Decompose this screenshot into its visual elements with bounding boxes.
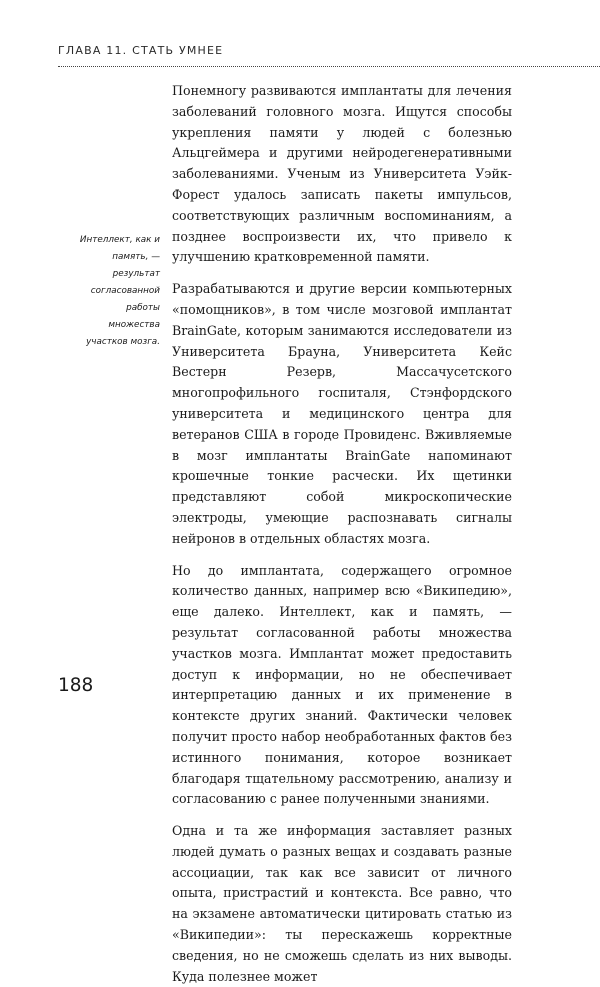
page-number: 188 xyxy=(58,675,94,696)
margin-note: Интеллект, как и память, — результат согласованной работы множества участков мозга. xyxy=(79,235,160,347)
paragraph-2: Разрабатываются и другие версии компьютерных «помощников», в том числе мозговой имплантат BrainGate, которым занимаются исследователи из Университета Брауна, Университета Кейс Вестерн Резерв, Массачусетского многопрофильного госпиталя, Стэнфордского университета и медицинского центра для ветеранов США в городе Провиденс. Вживляемые в мозг имплантаты BrainGate напоминают крошечные тонкие расчески. Их щетинки представляют собой микроскопические электроды, умеющие распознавать сигналы нейронов в отдельных областях мозга. xyxy=(172,281,512,546)
header-dotted-rule xyxy=(58,66,600,67)
body-text xyxy=(172,81,512,987)
paragraph-1: Понемногу развиваются имплантаты для лечения заболеваний головного мозга. Ищутся способы укрепления памяти у людей с болезнью Альцгеймера и другими нейродегенеративными заболеваниями. Ученым из Университета Уэйк-Форест удалось записать пакеты импульсов, соответствующих различным воспоминаниям, а позднее воспроизвести их, что привело к улучшению кратковременной памяти. xyxy=(172,83,512,265)
paragraph-3: Но до имплантата, содержащего огромное количество данных, например всю «Википедию», еще далеко. Интеллект, как и память, — результат согласованной работы множества участков мозга. Имплантат может предоставить доступ к информации, но не обеспечивает интерпретацию данных и их применение в контексте других знаний. Фактически человек получит просто набор необработанных фактов без истинного понимания, которое возникает благодаря тщательному рассмотрению, анализу и согласованию с ранее полученными знаниями. xyxy=(172,562,512,807)
paragraph-4: Одна и та же информация заставляет разных людей думать о разных вещах и создавать разные ассоциации, так как все зависит от личного опыта, пристрастий и контекста. Все равно, что на экзамене автоматически цитировать статью из «Википедии»: ты перескажешь корректные сведения, но не сможешь сделать из них выводы. Куда полезнее может xyxy=(172,823,512,984)
running-header: ГЛАВА 11. СТАТЬ УМНЕЕ xyxy=(58,44,224,57)
